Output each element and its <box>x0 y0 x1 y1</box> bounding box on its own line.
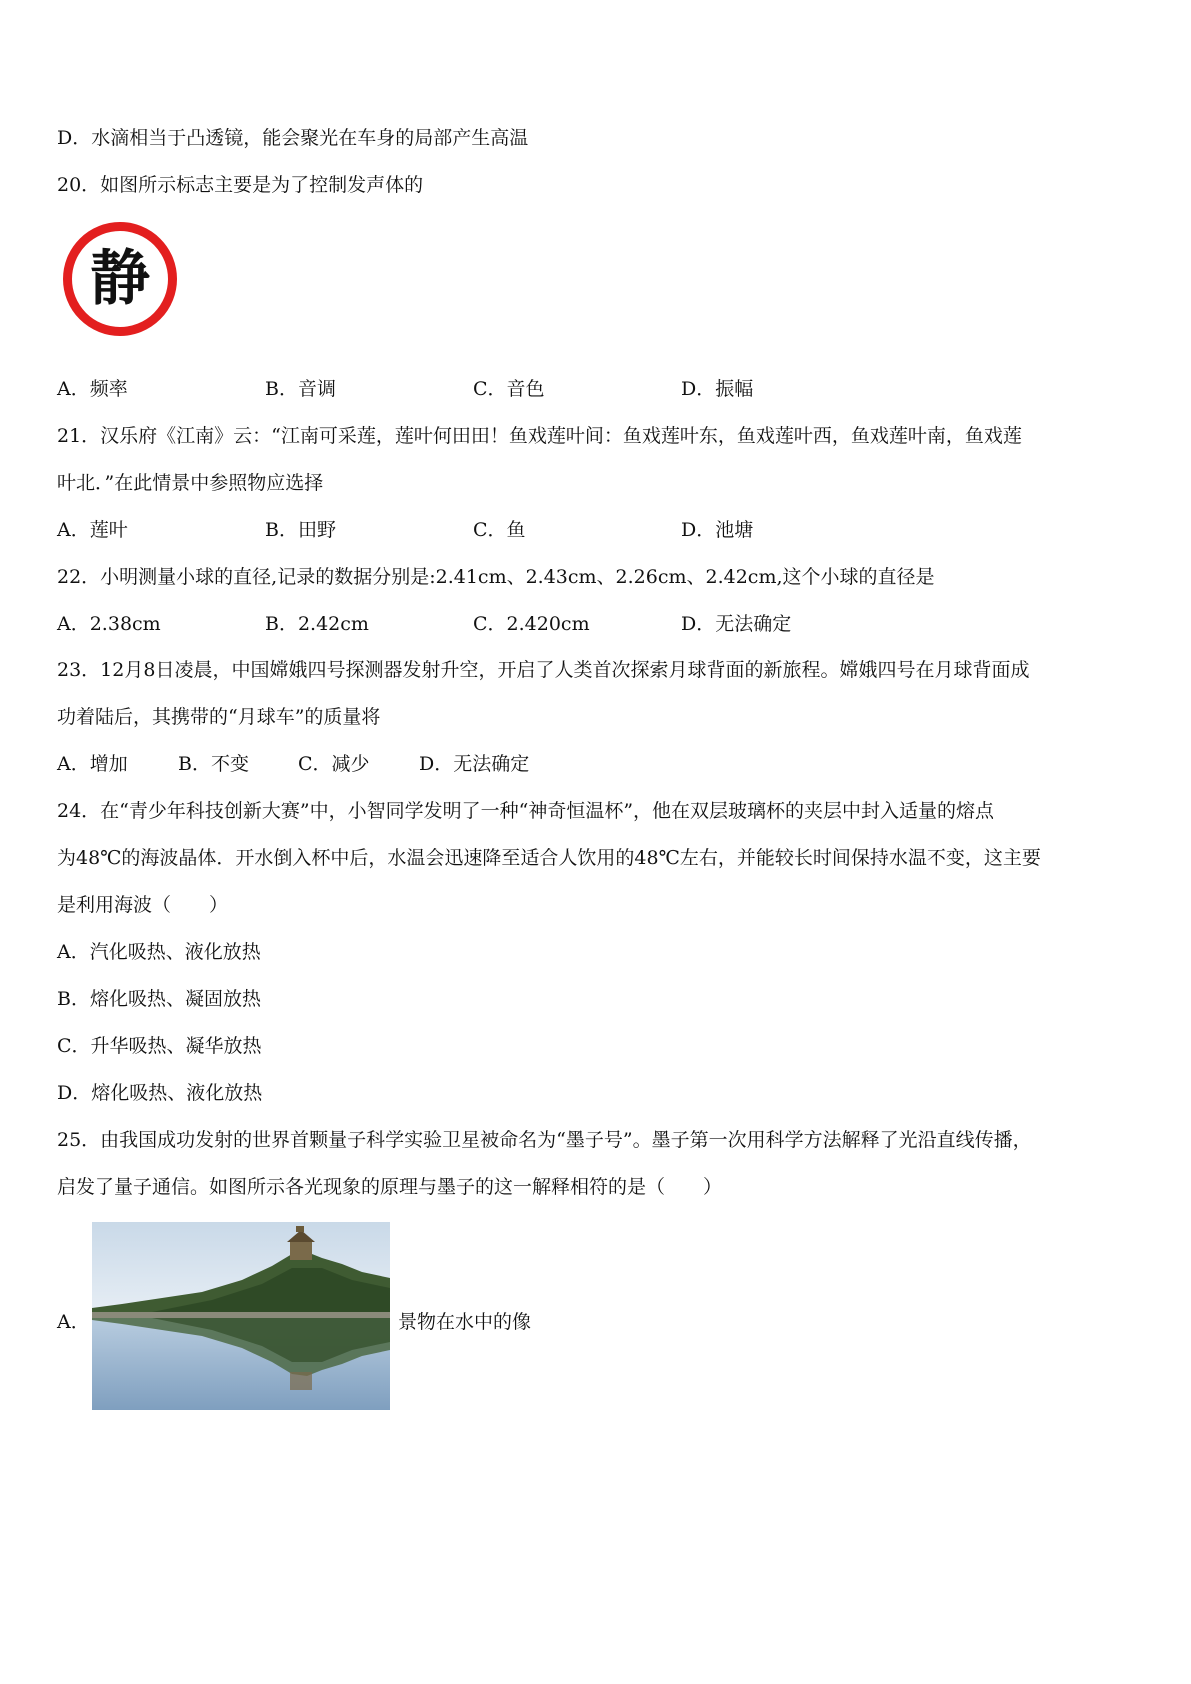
q22-option-a: A．2.38cm <box>57 613 161 635</box>
q24-stem-line2: 为48℃的海波晶体．开水倒入杯中后，水温会迅速降至适合人饮用的48℃左右，并能较长时间保持水温不变，这主要 <box>57 847 1041 869</box>
q20-stem: 20．如图所示标志主要是为了控制发声体的 <box>57 174 424 196</box>
q20-option-c: C．音色 <box>473 378 545 400</box>
q25-option-a-caption: 景物在水中的像 <box>398 1311 532 1333</box>
q22-option-c: C．2.420cm <box>473 613 590 635</box>
q21-stem-line1: 21．汉乐府《江南》云：“江南可采莲，莲叶何田田！鱼戏莲叶间：鱼戏莲叶东，鱼戏莲叶西，鱼戏莲叶南，鱼戏莲 <box>57 425 1022 447</box>
q24-stem-line1: 24．在“青少年科技创新大赛”中，小智同学发明了一种“神奇恒温杯”，他在双层玻璃杯的夹层中封入适量的熔点 <box>57 800 995 822</box>
q19-option-d: D．水滴相当于凸透镜，能会聚光在车身的局部产生高温 <box>57 127 529 149</box>
q25-stem-line2: 启发了量子通信。如图所示各光现象的原理与墨子的这一解释相符的是（ ） <box>57 1176 723 1198</box>
q24-stem-line3: 是利用海波（ ） <box>57 894 229 916</box>
q25-stem-line1: 25．由我国成功发射的世界首颗量子科学实验卫星被命名为“墨子号”。墨子第一次用科学方法解释了光沿直线传播， <box>57 1129 1032 1151</box>
q21-option-d: D．池塘 <box>681 519 754 541</box>
q20-option-d: D．振幅 <box>681 378 754 400</box>
q21-option-c: C．鱼 <box>473 519 526 541</box>
q24-option-b: B．熔化吸热、凝固放热 <box>57 988 261 1010</box>
q25-option-a-letter: A． <box>57 1311 90 1333</box>
q20-option-b: B．音调 <box>265 378 336 400</box>
quiet-sign-image <box>63 222 177 336</box>
q24-option-a: A．汽化吸热、液化放热 <box>57 941 261 963</box>
q22-option-b: B．2.42cm <box>265 613 369 635</box>
q23-option-a: A．增加 <box>57 753 128 775</box>
q21-stem-line2: 叶北．”在此情景中参照物应选择 <box>57 472 324 494</box>
q22-stem: 22．小明测量小球的直径,记录的数据分别是:2.41cm、2.43cm、2.26cm、2.42cm,这个小球的直径是 <box>57 566 935 588</box>
q23-option-d: D．无法确定 <box>419 753 530 775</box>
q20-option-a: A．频率 <box>57 378 128 400</box>
q23-option-b: B．不变 <box>178 753 249 775</box>
q23-stem-line2: 功着陆后，其携带的“月球车”的质量将 <box>57 706 381 728</box>
landscape-reflection-photo <box>92 1222 390 1410</box>
q24-option-c: C．升华吸热、凝华放热 <box>57 1035 262 1057</box>
quiet-sign-char: 静 <box>90 244 150 314</box>
q22-option-d: D．无法确定 <box>681 613 792 635</box>
q21-option-b: B．田野 <box>265 519 336 541</box>
q23-option-c: C．减少 <box>298 753 370 775</box>
q21-option-a: A．莲叶 <box>57 519 128 541</box>
q24-option-d: D．熔化吸热、液化放热 <box>57 1082 263 1104</box>
q23-stem-line1: 23．12月8日凌晨，中国嫦娥四号探测器发射升空，开启了人类首次探索月球背面的新旅程。嫦娥四号在月球背面成 <box>57 659 1030 681</box>
